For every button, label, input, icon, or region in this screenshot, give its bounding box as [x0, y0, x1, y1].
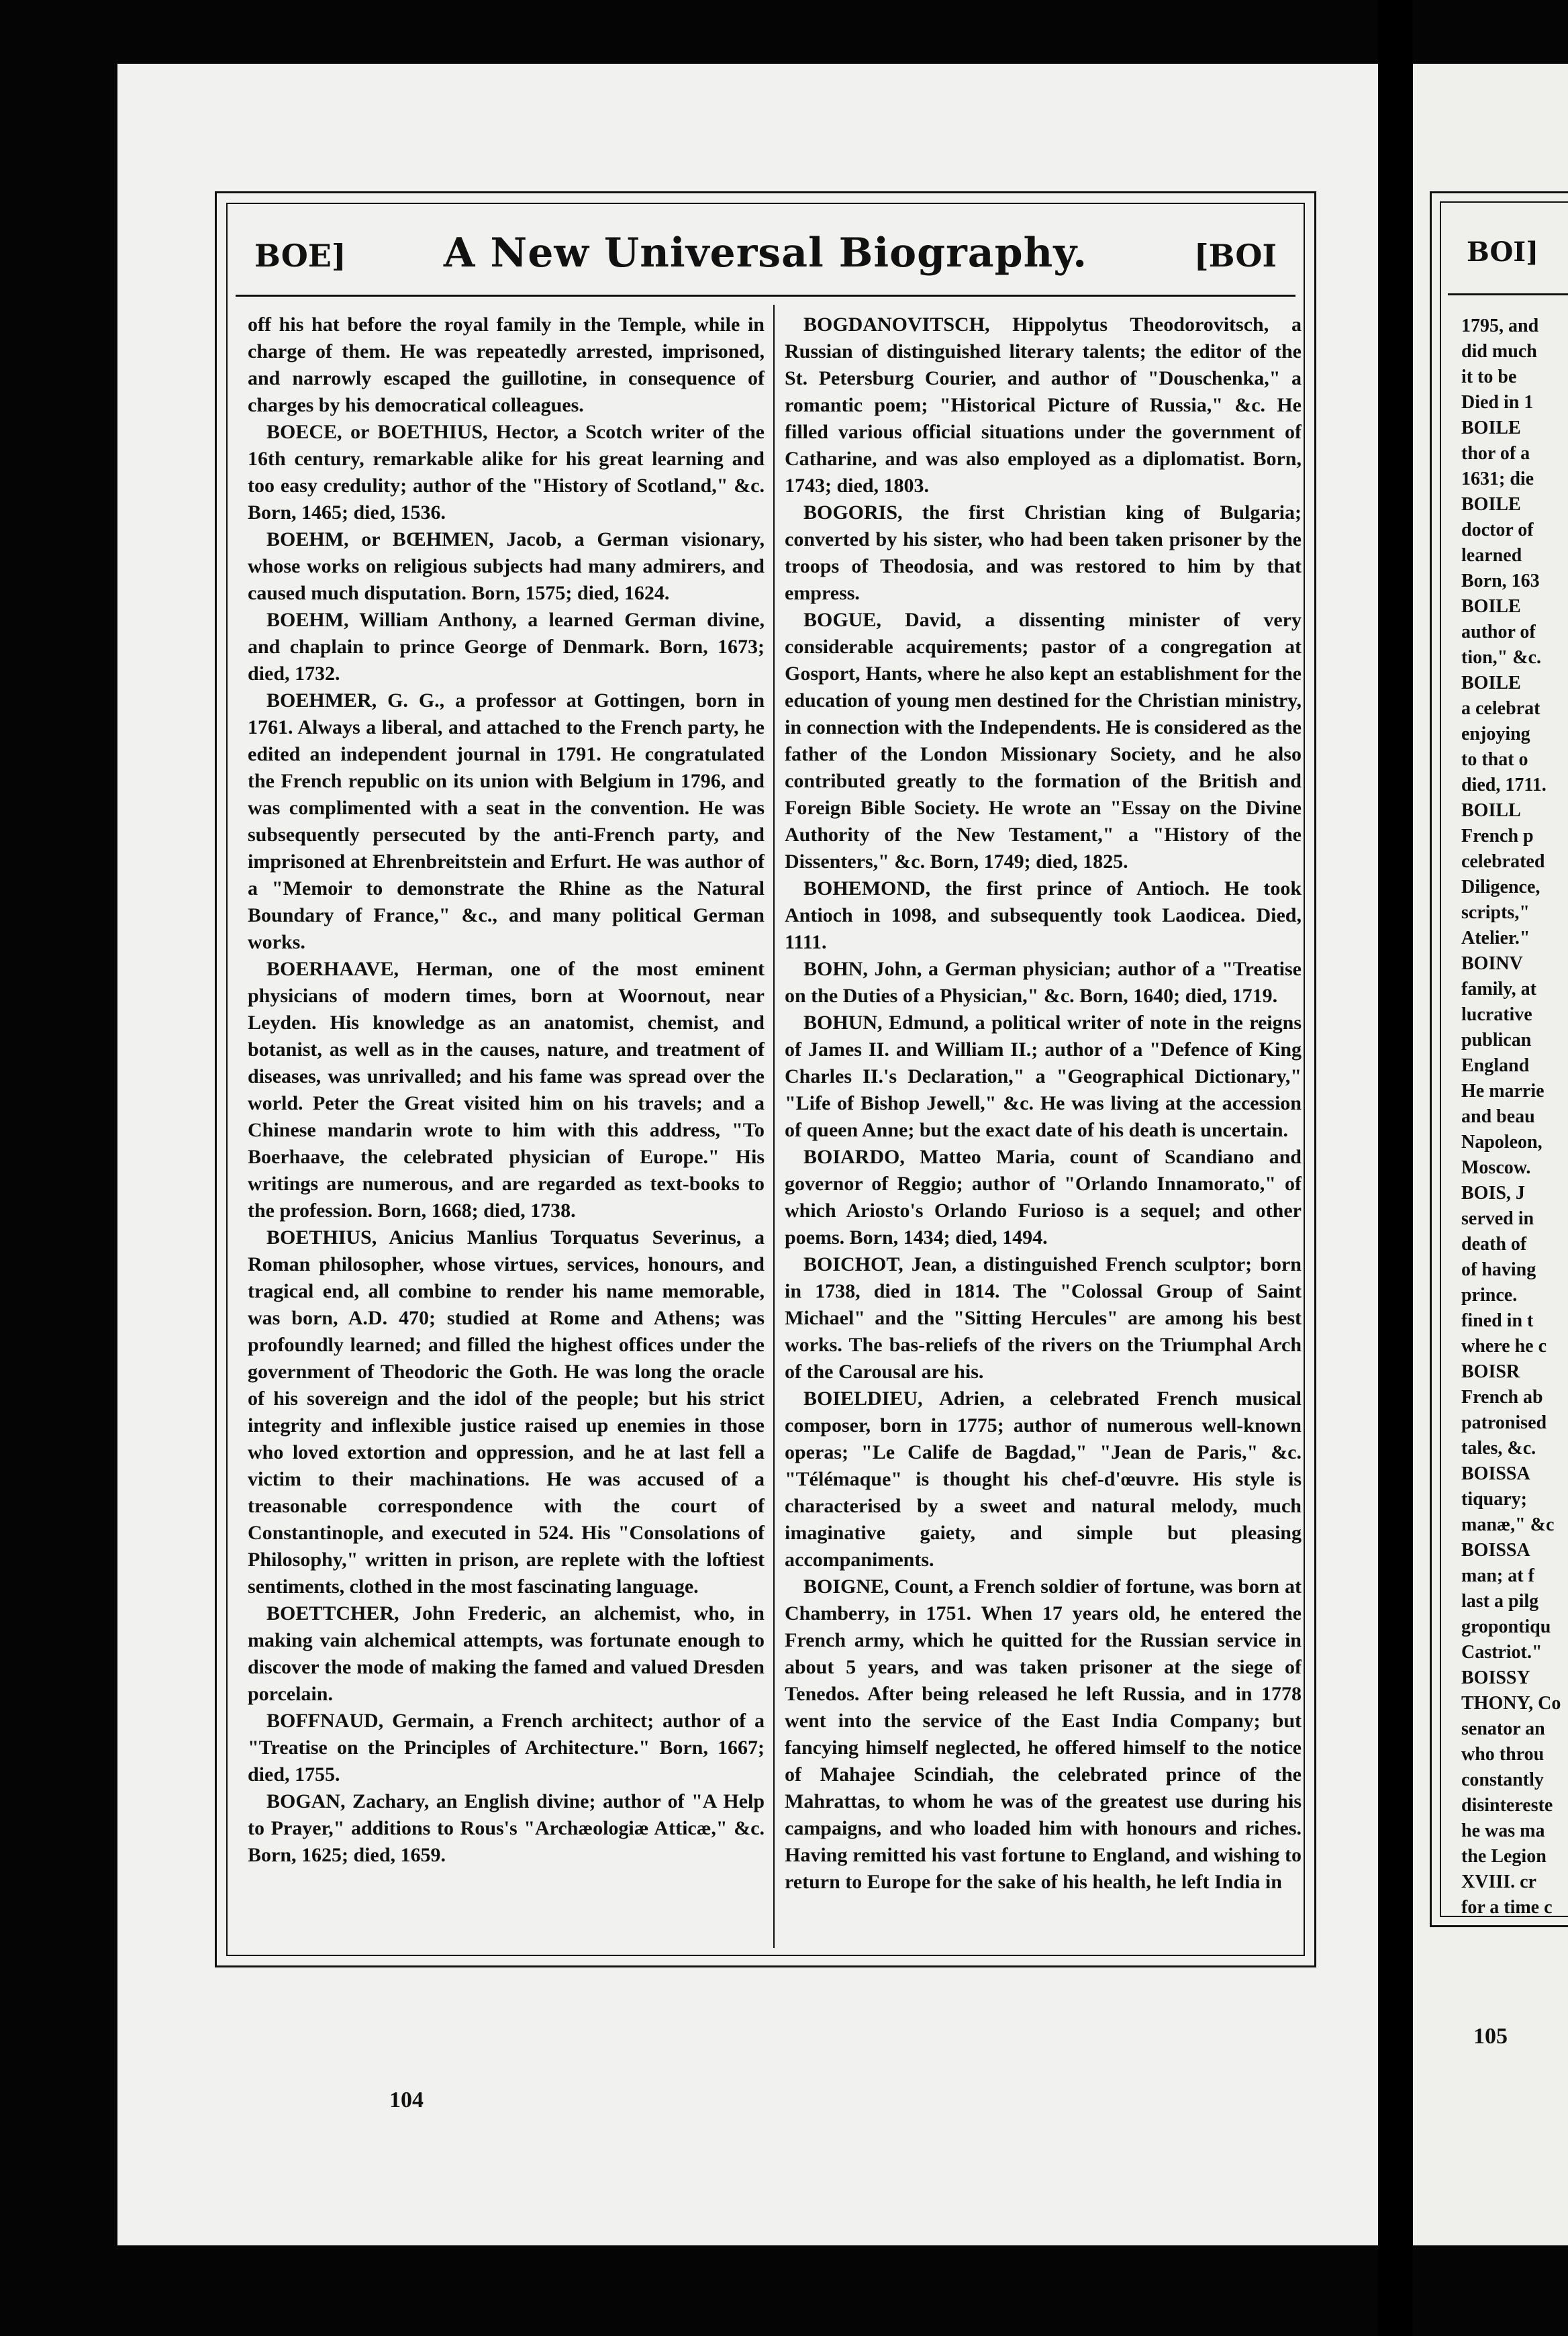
right-page-line: the Legion [1461, 1846, 1547, 1867]
right-page-line: BOILE [1461, 494, 1521, 515]
entry-boiardo: BOIARDO, Matteo Maria, count of Scandiano and governor of Reggio; author of "Orlando Innamorato," of which Ariosto's Orlando Furioso is a sequel; and other poems. Born, 1434; died, 1494. [785, 1146, 1302, 1249]
right-page-line: family, at [1461, 979, 1536, 1000]
right-page-line: BOISR [1461, 1361, 1520, 1382]
right-page-line: thor of a [1461, 443, 1530, 464]
entry-text: off his hat before the royal family in the Temple, while in charge of them. He was repeatedly arrested, imprisoned, and narrowly escaped the guillotine, in consequence of charges by his democratical colleagues. [248, 313, 765, 416]
right-page-line: Born, 163 [1461, 571, 1540, 591]
right-page-line: celebrated [1461, 851, 1545, 872]
right-page-line: BOIS, J [1461, 1183, 1525, 1204]
right-page-line: He marrie [1461, 1081, 1545, 1102]
right-page-line: Atelier." [1461, 928, 1530, 948]
right-page-line: for a time c [1461, 1897, 1553, 1917]
column-right [785, 311, 1302, 1949]
page-frame [215, 191, 1316, 1967]
right-page-line: Napoleon, [1461, 1132, 1542, 1153]
right-page-line: publican [1461, 1030, 1532, 1051]
right-page-line: BOILE [1461, 596, 1521, 617]
right-page-line: did much [1461, 341, 1537, 362]
right-page-line: constantly [1461, 1769, 1544, 1790]
entry-boichot: BOICHOT, Jean, a distinguished French sculptor; born in 1738, died in 1814. The "Colossal Group of Saint Michael" and the "Sitting Hercules" are among his best works. The bas-reliefs of the rivers on the Triumphal Arch of the Carousal are his. [785, 1253, 1302, 1383]
right-page-line: enjoying [1461, 724, 1530, 744]
entry-bohn: BOHN, John, a German physician; author of a "Treatise on the Duties of a Physician," &c. Born, 1640; died, 1719. [785, 958, 1302, 1007]
right-page-line: XVIII. cr [1461, 1871, 1536, 1892]
right-page-line: who throu [1461, 1744, 1545, 1765]
right-page-line: he was ma [1461, 1820, 1545, 1841]
page-frame-inner [226, 203, 1305, 1956]
right-page-line: BOINV [1461, 953, 1523, 974]
right-page-line: gropontiqu [1461, 1616, 1551, 1637]
right-page-line: BOISSA [1461, 1463, 1530, 1484]
right-page-line: where he c [1461, 1336, 1547, 1357]
right-page-line: served in [1461, 1208, 1534, 1229]
entry-bogue: BOGUE, David, a dissenting minister of very considerable acquirements; pastor of a congregation at Gosport, Hants, where he also kept an establishment for the education of young men destined for the Christian ministry, in connection with the Independents. He is considered as the father of the London Missionary Society, and he also contributed greatly to the formation of the British and Foreign Bible Society. He wrote an "Essay on the Divine Authority of the New Testament," a "History of the Dissenters," &c. Born, 1749; died, 1825. [785, 609, 1302, 873]
right-page-line: England [1461, 1055, 1530, 1076]
right-page-line: Died in 1 [1461, 392, 1534, 413]
page-frame-right-inner [1440, 201, 1568, 1917]
right-page-line: French ab [1461, 1387, 1543, 1408]
right-page-line: tion," &c. [1461, 647, 1541, 668]
right-page-line: 1795, and [1461, 315, 1539, 336]
right-page-line: patronised [1461, 1412, 1547, 1433]
entry-boerhaave: BOERHAAVE, Herman, one of the most eminent physicians of modern times, born at Woornout, near Leyden. His knowledge as an anatomist, chemist, and botanist, as well as in the causes, nature, and treatment of diseases, was unrivalled; and his fame was spread over the world. Peter the Great visited him on his travels; and a Chinese mandarin wrote to him with this address, "To Boerhaave, the celebrated physician of Europe." His writings are numerous, and are regarded as text-books to the profession. Born, 1668; died, 1738. [248, 958, 765, 1222]
entry-boieldieu: BOIELDIEU, Adrien, a celebrated French musical composer, born in 1775; author of numerous well-known operas; "Le Calife de Bagdad," "Jean de Paris," &c. "Télémaque" is thought his chef-d'œuvre. His style is characterised by a sweet and natural melody, much imaginative gaiety, and simple but pleasing accompaniments. [785, 1388, 1302, 1571]
right-page-line: prince. [1461, 1285, 1518, 1306]
page-frame-right [1430, 191, 1568, 1927]
header-rule-right [1448, 293, 1568, 295]
entry-bogdanovitsch: BOGDANOVITSCH, Hippolytus Theodorovitsch, a Russian of distinguished literary talents; the editor of the St. Petersburg Courier, and author of "Douschenka," a romantic poem; "Historical Picture of Russia," &c. He filled various official situations under the government of Catharine, and was also employed as a diplomatist. Born, 1743; died, 1803. [785, 313, 1302, 497]
entry-bohemond: BOHEMOND, the first prince of Antioch. He took Antioch in 1098, and subsequently took Laodicea. Died, 1111. [785, 877, 1302, 953]
entry-boehm-jacob: BOEHM, or BŒHMEN, Jacob, a German visionary, whose works on religious subjects had many admirers, and caused much disputation. Born, 1575; died, 1624. [248, 528, 765, 604]
right-page-line: died, 1711. [1461, 775, 1547, 795]
entry-bogoris: BOGORIS, the first Christian king of Bulgaria; converted by his sister, who had been taken prisoner by the troops of Theodosia, and was restored to him by that empress. [785, 501, 1302, 604]
right-page-line: a celebrat [1461, 698, 1540, 719]
right-page-line: death of [1461, 1234, 1527, 1255]
right-page-line: Castriot." [1461, 1642, 1542, 1663]
right-page-line: BOILE [1461, 673, 1521, 693]
right-page-line: and beau [1461, 1106, 1535, 1127]
right-page-line: BOILL [1461, 800, 1521, 821]
right-page-line: BOISSY [1461, 1667, 1530, 1688]
entry-boettcher: BOETTCHER, John Frederic, an alchemist, who, in making vain alchemical attempts, was fortunate enough to discover the mode of making the famed and valued Dresden porcelain. [248, 1602, 765, 1705]
running-title: A New Universal Biography. [443, 230, 1088, 277]
right-page-line: lucrative [1461, 1004, 1532, 1025]
right-page-line: 1631; die [1461, 469, 1534, 489]
left-page [117, 64, 1378, 2245]
right-page-line: senator an [1461, 1718, 1545, 1739]
right-page-line: French p [1461, 826, 1534, 846]
right-page-line: tiquary; [1461, 1489, 1527, 1510]
right-page-line: to that o [1461, 749, 1528, 770]
right-page-line: doctor of [1461, 520, 1534, 540]
running-head-left: BOE] [254, 238, 346, 274]
entry-bohun: BOHUN, Edmund, a political writer of note in the reigns of James II. and William II.; author of a "Defence of King Charles II.'s Declaration," a "Geographical Dictionary," "Life of Bishop Jewell," &c. He was living at the accession of queen Anne; but the exact date of his death is uncertain. [785, 1012, 1302, 1141]
entry-bogan: BOGAN, Zachary, an English divine; author of "A Help to Prayer," additions to Rous's "Archæologiæ Atticæ," &c. Born, 1625; died, 1659. [248, 1790, 765, 1866]
right-page-line: Moscow. [1461, 1157, 1531, 1178]
right-page-line: fined in t [1461, 1310, 1534, 1331]
right-page-line: manæ," &c [1461, 1514, 1555, 1535]
right-page-line: scripts," [1461, 902, 1530, 923]
right-page-line: BOILE [1461, 418, 1521, 438]
entry-boehm-william: BOEHM, William Anthony, a learned German divine, and chaplain to prince George of Denmark. Born, 1673; died, 1732. [248, 609, 765, 685]
header-rule [236, 295, 1295, 297]
right-page-line: Diligence, [1461, 877, 1540, 897]
right-page-line: man; at f [1461, 1565, 1534, 1586]
page-number-left: 104 [389, 2088, 424, 2112]
entry-boethius: BOETHIUS, Anicius Manlius Torquatus Severinus, a Roman philosopher, whose virtues, services, honours, and tragical end, all combine to render his name memorable, was born, A.D. 470; studied at Rome and Athens; was profoundly learned; and filled the highest offices under the government of Theodoric the Goth. He was long the oracle of his sovereign and the idol of the people; but his strict integrity and inflexible justice raised up enemies in those who loved extortion and oppression, and he at last fell a victim to their machinations. He was accused of a treasonable correspondence with the court of Constantinople, and executed in 524. His "Consolations of Philosophy," written in prison, are replete with the loftiest sentiments, clothed in the most fascinating language. [248, 1226, 765, 1598]
column-left [248, 311, 765, 1949]
right-page-line: of having [1461, 1259, 1536, 1280]
right-page-line: tales, &c. [1461, 1438, 1536, 1459]
running-head-right-page: BOI] [1467, 236, 1539, 268]
right-page-line: author of [1461, 622, 1536, 642]
column-divider [773, 305, 775, 1948]
entry-boffnaud: BOFFNAUD, Germain, a French architect; author of a "Treatise on the Principles of Architecture." Born, 1667; died, 1755. [248, 1710, 765, 1786]
right-page [1413, 64, 1568, 2245]
right-page-line: last a pilg [1461, 1591, 1539, 1612]
entry-boigne: BOIGNE, Count, a French soldier of fortune, was born at Chamberry, in 1751. When 17 years old, he entered the French army, which he quitted for the Russian service in about 5 years, and was taken prisoner at the siege of Tenedos. After being released he left Russia, and in 1778 went into the service of the East India Company; but fancying himself neglected, he offered himself to the notice of Mahajee Scindiah, the celebrated prince of the Mahrattas, to whom he was of the greatest use during his campaigns, and who loaded him with honours and riches. Having remitted his vast fortune to England, and wishing to return to Europe for the sake of his health, he left India in [785, 1575, 1302, 1893]
page-number-right: 105 [1473, 2024, 1508, 2049]
entry-boehmer: BOEHMER, G. G., a professor at Gottingen, born in 1761. Always a liberal, and attached to the French party, he edited an independent journal in 1791. He congratulated the French republic on its union with Belgium in 1796, and was complimented with a seat in the convention. He was subsequently persecuted by the anti-French party, and imprisoned at Ehrenbreitstein and Erfurt. He was author of a "Memoir to demonstrate the Rhine as the Natural Boundary of France," &c., and many political German works. [248, 689, 765, 953]
right-page-line: it to be [1461, 367, 1517, 387]
page-gutter [1378, 0, 1413, 2336]
entry-boece: BOECE, or BOETHIUS, Hector, a Scotch writer of the 16th century, remarkable alike for his great learning and too easy credulity; author of the "History of Scotland," &c. Born, 1465; died, 1536. [248, 421, 765, 524]
right-page-line: THONY, Co [1461, 1693, 1561, 1714]
right-page-line: learned [1461, 545, 1522, 566]
column-right-page [1461, 313, 1568, 1917]
right-page-line: BOISSA [1461, 1540, 1530, 1561]
running-head-right: [BOI [1193, 238, 1277, 274]
right-page-line: disintereste [1461, 1795, 1553, 1816]
